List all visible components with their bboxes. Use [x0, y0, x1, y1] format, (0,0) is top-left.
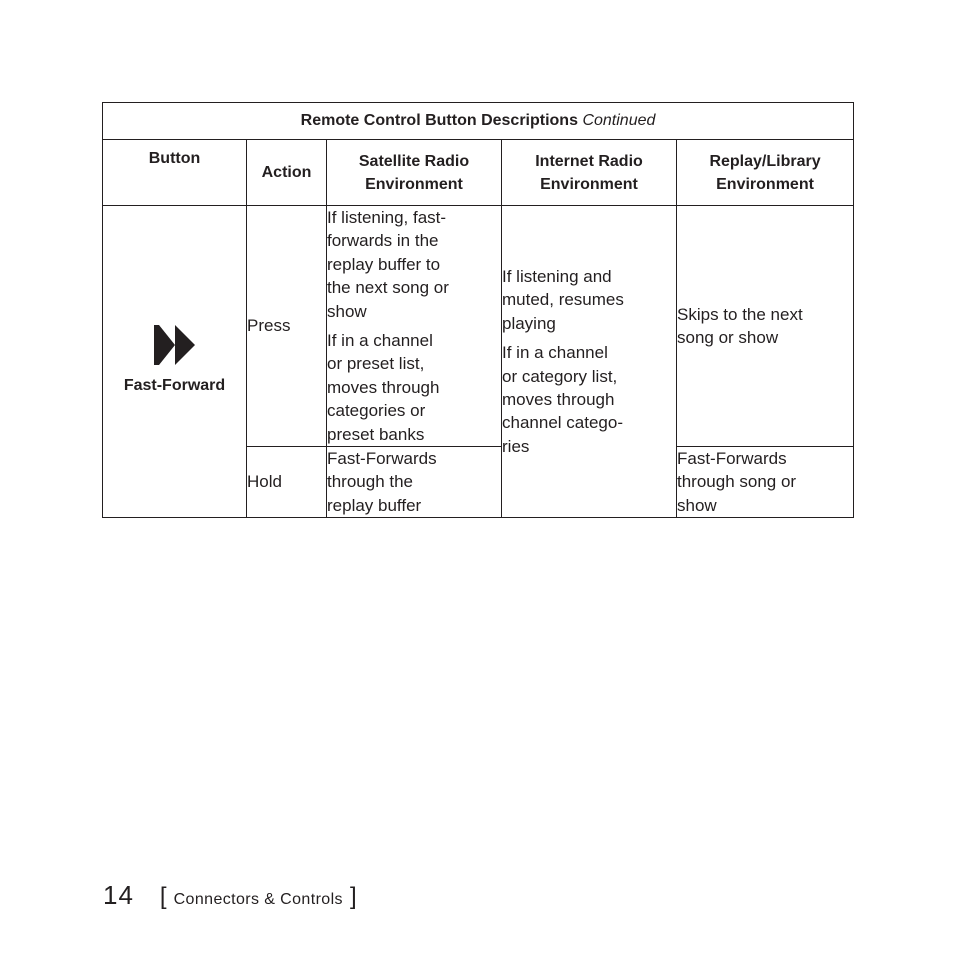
header-row [103, 140, 854, 206]
close-bracket: ] [349, 883, 357, 910]
satellite-press-cell [327, 206, 502, 447]
page-footer [103, 880, 357, 911]
section-title: Connectors & Controls [173, 891, 343, 908]
page-number: 14 [103, 880, 134, 910]
replay-hold-text: Fast-Forwards through song or show [677, 449, 797, 515]
button-cell [103, 206, 247, 518]
continued-label: Continued [582, 112, 656, 129]
internet-text-1: If listening and muted, resumes playing [502, 267, 624, 333]
header-replay: Replay/Library Environment [677, 140, 854, 206]
satellite-hold-text: Fast-Forwards through the replay buffer [327, 449, 437, 515]
fast-forward-label: Fast-Forward [123, 377, 226, 395]
satellite-press-text-1: If listening, fast- forwards in the replay buffer to the next song or show [327, 208, 449, 321]
table-title: Remote Control Button Descriptions [300, 112, 578, 129]
internet-cell [502, 206, 677, 518]
table-caption [103, 103, 854, 140]
satellite-hold-cell [327, 447, 502, 518]
press-row [103, 206, 854, 447]
header-satellite: Satellite Radio Environment [327, 140, 502, 206]
satellite-press-text-2: If in a channel or preset list, moves through categories or preset banks [327, 331, 440, 444]
action-press: Press [247, 206, 327, 447]
replay-press-text: Skips to the next song or show [677, 304, 803, 348]
open-bracket: [ [159, 883, 167, 910]
header-action: Action [247, 140, 327, 206]
action-hold: Hold [247, 447, 327, 518]
replay-hold-cell [677, 447, 854, 518]
fast-forward-icon [154, 325, 196, 365]
header-button: Button [103, 140, 247, 206]
header-internet: Internet Radio Environment [502, 140, 677, 206]
replay-press-cell [677, 206, 854, 447]
internet-text-2: If in a channel or category list, moves through channel catego- ries [502, 343, 623, 456]
remote-control-table [102, 102, 854, 518]
